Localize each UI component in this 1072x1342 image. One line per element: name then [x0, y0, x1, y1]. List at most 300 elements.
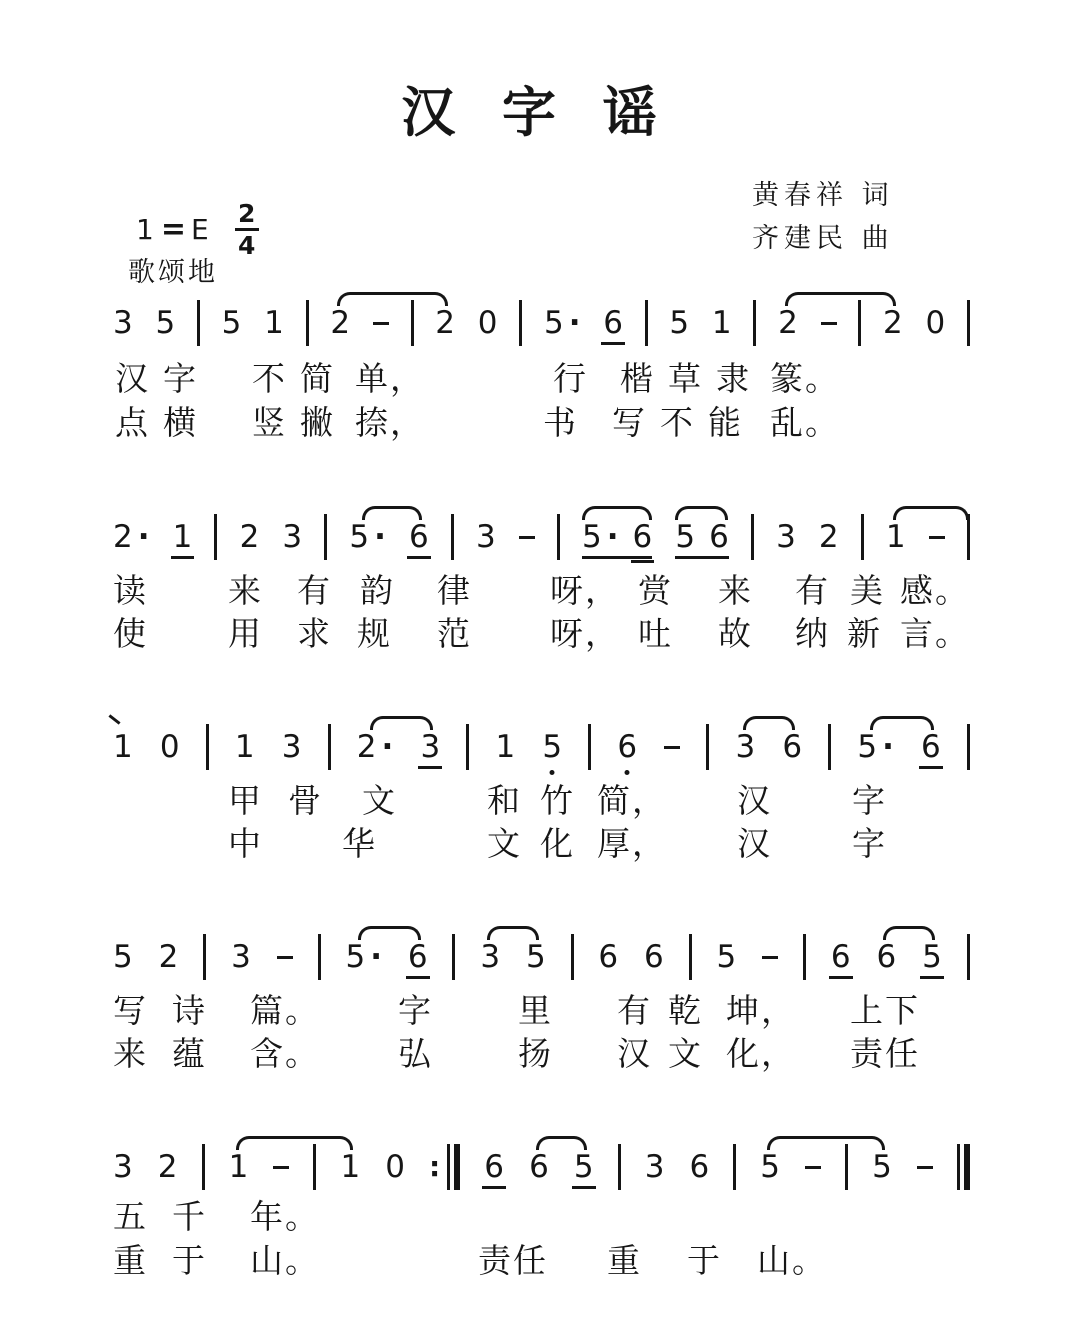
note-digit: 0: [925, 304, 946, 341]
duration-underline: [572, 1186, 596, 1189]
lyric-word: 字: [852, 824, 887, 863]
key-prefix: 1: [136, 213, 154, 246]
lyric-word: 横: [163, 403, 198, 442]
lyrics-line-3-1: [0, 780, 1072, 822]
dash-bar: [519, 536, 535, 539]
lyric-word: 吐: [638, 614, 673, 653]
note-digit: 3: [282, 518, 303, 555]
lyric-word: 山。: [250, 1241, 320, 1280]
note: [885, 518, 907, 555]
note: [483, 1148, 505, 1185]
barline: [324, 514, 327, 560]
barline-thin: [466, 724, 469, 770]
rest-note: [159, 728, 181, 765]
note: [112, 304, 134, 341]
note-digit: 5: [221, 304, 242, 341]
note-digit: 6: [529, 1148, 549, 1185]
augmentation-dot: ·: [381, 728, 394, 765]
note-digit: 6: [709, 518, 729, 555]
tie-arc: [785, 292, 897, 306]
note: [344, 938, 383, 975]
note: [602, 304, 624, 341]
lyrics-line-3-2: [0, 823, 1072, 865]
note-digit: 5: [760, 1148, 781, 1185]
lyric-word: 简，: [597, 781, 667, 820]
lyric-word: 不: [660, 403, 695, 442]
dash-bar: [805, 1166, 821, 1169]
duration-underline: [920, 976, 944, 979]
note: [759, 1148, 781, 1185]
barline: [588, 724, 591, 770]
note: [528, 1148, 550, 1185]
note: [581, 518, 620, 555]
lyric-word: 书: [543, 403, 578, 442]
note-digit: 0: [159, 728, 180, 765]
lyric-word: 蕴: [172, 1034, 207, 1073]
barline-thin: [202, 1144, 205, 1190]
meter-numerator: 2: [237, 199, 256, 228]
tie-arc: [767, 1136, 886, 1150]
note: [775, 518, 797, 555]
tie-arc: [883, 926, 936, 940]
lyric-word: 美: [850, 571, 885, 610]
barline-thin: [313, 1144, 316, 1190]
dash-bar: [273, 1166, 289, 1169]
lyrics-line-2-2: [0, 613, 1072, 655]
barline: [967, 300, 970, 346]
duration-underline: [829, 976, 853, 979]
barline-thin: [753, 300, 756, 346]
note: [221, 304, 243, 341]
barline: [206, 724, 209, 770]
lyrics-line-2-1: [0, 570, 1072, 612]
lyric-word: 言。: [900, 614, 970, 653]
note: [348, 518, 387, 555]
note-digit: 3: [475, 518, 496, 555]
lyric-word: 骨: [288, 781, 323, 820]
lyric-word: 单，: [355, 359, 425, 398]
lyric-word: 求: [297, 614, 332, 653]
lyric-word: 有: [297, 571, 332, 610]
lyrics-line-5-1: [0, 1196, 1072, 1238]
note-digit: 1: [340, 1148, 361, 1185]
dash-bar: [821, 322, 837, 325]
lyric-word: 竖: [252, 403, 287, 442]
duration-underline: [919, 766, 943, 769]
note: [356, 728, 395, 765]
lyric-word: 读: [113, 571, 148, 610]
note-digit: 5: [345, 938, 366, 975]
lyric-word: 简: [300, 359, 335, 398]
note-digit: 6: [617, 728, 638, 765]
dash-bar: [917, 1166, 933, 1169]
note-digit: 6: [484, 1148, 505, 1185]
note: [112, 518, 151, 555]
note: [708, 518, 730, 555]
lyric-word: 化: [540, 824, 575, 863]
tie-arc: [236, 1136, 354, 1150]
note-digit: 3: [644, 1148, 665, 1185]
dash-extension: [761, 956, 779, 959]
note: [668, 304, 690, 341]
note: [434, 304, 456, 341]
tie-arc: [362, 506, 423, 520]
note-digit: 3: [480, 938, 501, 975]
note-digit: 6: [409, 518, 429, 555]
rest-note: [384, 1148, 406, 1185]
barline: [828, 724, 831, 770]
lyric-word: 千: [172, 1197, 207, 1236]
lyric-word: 来: [228, 571, 263, 610]
lyric-word: 乱。: [770, 403, 840, 442]
barline-thin: [751, 514, 754, 560]
lyric-word: 赏: [638, 571, 673, 610]
augmentation-dot: ·: [137, 518, 150, 555]
note: [644, 1148, 666, 1185]
lyric-word: 能: [708, 403, 743, 442]
augmentation-dot: ·: [882, 728, 894, 765]
lyric-word: 写: [612, 403, 647, 442]
dash-bar: [762, 956, 778, 959]
final-barline: [957, 1144, 970, 1190]
lyric-word: 行: [553, 359, 588, 398]
note-digit: 2: [158, 938, 179, 975]
composer-credit: 齐建民 曲: [752, 223, 894, 254]
note: [112, 728, 134, 765]
credits: [752, 174, 894, 260]
lyric-word: 字: [163, 359, 198, 398]
note: [479, 938, 501, 975]
lyric-word: 年。: [250, 1197, 320, 1236]
barline-thick: [454, 1144, 460, 1190]
note: [643, 938, 665, 975]
tempo-marking: 歌颂地: [128, 257, 218, 288]
barline-thin: [967, 934, 970, 980]
lyric-word: 写: [113, 991, 148, 1030]
dash-bar: [929, 536, 945, 539]
lyric-word: 汉: [737, 781, 772, 820]
dash-extension: [928, 536, 946, 539]
barline: [451, 514, 454, 560]
barline: [306, 300, 309, 346]
barline-thin: [706, 724, 709, 770]
lyric-word: 化，: [726, 1034, 796, 1073]
barline: [967, 514, 970, 560]
note: [475, 518, 497, 555]
note: [329, 304, 351, 341]
lyric-word: 厚，: [597, 824, 667, 863]
barline: [845, 1144, 848, 1190]
note: [882, 304, 904, 341]
music-line-3: [112, 724, 970, 770]
note-digit: 3: [113, 304, 133, 341]
lyric-word: 文: [668, 1034, 703, 1073]
barline: [967, 934, 970, 980]
note-digit: 5: [922, 938, 942, 975]
barline: [557, 514, 560, 560]
tie-continuation-mark: [108, 714, 120, 724]
note-digit: 5: [582, 518, 602, 555]
tie-arc: [358, 926, 422, 940]
note: [777, 304, 799, 341]
barline: [967, 724, 970, 770]
lyric-word: 里: [518, 991, 553, 1030]
barline-thin: [571, 934, 574, 980]
note-digit: 6: [598, 938, 619, 975]
note: [263, 304, 285, 341]
note-digit: 3: [420, 728, 441, 765]
barline: [689, 934, 692, 980]
lyric-word: 故: [718, 614, 753, 653]
note: [230, 938, 252, 975]
note: [281, 518, 303, 555]
barline: [751, 514, 754, 560]
lyric-word: 有: [617, 991, 652, 1030]
note: [158, 938, 180, 975]
repeat-end-barline: [429, 1144, 460, 1190]
note: [632, 518, 654, 555]
note-digit: 1: [172, 518, 193, 555]
dash-bar: [664, 746, 680, 749]
note: [419, 728, 441, 765]
barline-thin: [519, 300, 522, 346]
dash-bar: [277, 956, 293, 959]
lyric-word: 华: [342, 824, 377, 863]
barline-thin: [318, 934, 321, 980]
lyric-word: 扬: [518, 1034, 553, 1073]
key-note: E: [190, 213, 209, 246]
dash-extension: [276, 956, 294, 959]
lyric-word: 重: [113, 1241, 148, 1280]
equals-sign: =: [160, 212, 184, 247]
duration-underline: [631, 560, 655, 563]
note: [856, 728, 895, 765]
lyrics-line-1-2: [0, 402, 1072, 444]
barline-thin: [645, 300, 648, 346]
barline-thin: [557, 514, 560, 560]
lyric-word: 草: [668, 359, 703, 398]
note-digit: 5: [113, 938, 133, 975]
note-digit: 5: [872, 1148, 892, 1185]
note: [871, 1148, 893, 1185]
note-digit: 6: [782, 728, 803, 765]
beam-underline: [675, 556, 728, 559]
lyric-word: 山。: [757, 1241, 827, 1280]
meter-denominator: 4: [237, 231, 256, 260]
note: [408, 518, 430, 555]
note-digit: 5: [525, 938, 546, 975]
dash-bar: [373, 322, 389, 325]
note: [525, 938, 547, 975]
lyric-word: 上下: [850, 991, 920, 1030]
barline-thin: [306, 300, 309, 346]
barline: [466, 724, 469, 770]
dash-extension: [518, 536, 536, 539]
tie-arc: [743, 716, 796, 730]
barline-thin: [618, 1144, 621, 1190]
repeat-dots: :: [429, 1150, 441, 1183]
note-digit: 1: [113, 728, 133, 765]
lyrics-line-4-2: [0, 1033, 1072, 1075]
lyric-word: 篆。: [770, 359, 840, 398]
barline: [858, 300, 861, 346]
low-octave-dot: [550, 770, 555, 775]
note: [830, 938, 852, 975]
duration-underline: [406, 976, 430, 979]
duration-underline: [418, 766, 442, 769]
music-line-5: [112, 1144, 970, 1190]
note-digit: 2: [330, 304, 351, 341]
lyric-word: 字: [398, 991, 433, 1030]
note-digit: 1: [495, 728, 516, 765]
note-digit: 6: [876, 938, 897, 975]
note: [781, 728, 803, 765]
note: [541, 728, 563, 765]
barline: [313, 1144, 316, 1190]
note: [875, 938, 897, 975]
barline-thin: [588, 724, 591, 770]
tie-arc: [893, 506, 969, 520]
lyric-word: 含。: [250, 1034, 320, 1073]
dash-extension: [804, 1166, 822, 1169]
barline: [803, 934, 806, 980]
note: [339, 1148, 361, 1185]
lyric-word: 不: [252, 359, 287, 398]
note: [494, 728, 516, 765]
lyric-word: 中: [228, 824, 263, 863]
lyric-word: 撇: [300, 403, 335, 442]
note: [172, 518, 194, 555]
lyric-word: 用: [228, 614, 263, 653]
lyric-word: 字: [852, 781, 887, 820]
note-digit: 2: [818, 518, 839, 555]
note-digit: 2: [239, 518, 260, 555]
barline-thin: [452, 934, 455, 980]
note-digit: 1: [711, 304, 732, 341]
barline-thin: [214, 514, 217, 560]
lyric-word: 感。: [900, 571, 970, 610]
note-digit: 5: [675, 518, 696, 555]
note: [688, 1148, 710, 1185]
barline-thin: [324, 514, 327, 560]
note-digit: 0: [477, 304, 498, 341]
lyric-word: 于: [172, 1241, 207, 1280]
note-digit: 3: [735, 728, 756, 765]
lyric-word: 隶: [716, 359, 751, 398]
lyric-word: 点: [115, 403, 150, 442]
lyric-word: 楷: [620, 359, 655, 398]
note: [573, 1148, 595, 1185]
barline: [519, 300, 522, 346]
note-digit: 5: [669, 304, 690, 341]
note: [674, 518, 696, 555]
low-octave-dot: [625, 770, 630, 775]
lyric-word: 规: [357, 614, 392, 653]
lyric-word: 文: [487, 824, 522, 863]
augmentation-dot: ·: [374, 518, 386, 555]
barline-thin: [733, 1144, 736, 1190]
rest-note: [924, 304, 946, 341]
barline-thin: [967, 724, 970, 770]
lyric-word: 于: [687, 1241, 722, 1280]
barline: [861, 514, 864, 560]
lyrics-line-5-2: [0, 1240, 1072, 1282]
note-digit: 6: [632, 518, 653, 555]
augmentation-dot: ·: [568, 304, 581, 341]
note-digit: 6: [407, 938, 428, 975]
note: [921, 938, 943, 975]
note-digit: 2: [778, 304, 798, 341]
barline: [618, 1144, 621, 1190]
barline-thin: [858, 300, 861, 346]
barline-thin: [803, 934, 806, 980]
augmentation-dot: ·: [606, 518, 619, 555]
note-digit: 6: [689, 1148, 710, 1185]
tie-arc: [487, 926, 540, 940]
note: [228, 1148, 250, 1185]
lyric-word: 使: [113, 614, 148, 653]
note-digit: 6: [644, 938, 664, 975]
note-digit: 2: [157, 1148, 178, 1185]
dash-extension: [916, 1166, 934, 1169]
lyric-word: 弘: [398, 1034, 433, 1073]
note-digit: 6: [921, 728, 941, 765]
lyric-word: 汉: [617, 1034, 652, 1073]
note: [543, 304, 582, 341]
duration-underline: [407, 556, 431, 559]
lyric-word: 竹: [540, 781, 575, 820]
tie-arc: [582, 506, 652, 520]
note-digit: 6: [830, 938, 851, 975]
duration-underline: [482, 1186, 506, 1189]
note: [239, 518, 261, 555]
barline: [328, 724, 331, 770]
beam-underline: [582, 556, 652, 559]
lyric-word: 重: [607, 1241, 642, 1280]
note: [735, 728, 757, 765]
note: [716, 938, 738, 975]
note-digit: 3: [113, 1148, 133, 1185]
lyric-word: 责任: [850, 1034, 920, 1073]
barline-thick: [964, 1144, 970, 1190]
note: [112, 938, 134, 975]
augmentation-dot: ·: [370, 938, 382, 975]
barline: [753, 300, 756, 346]
barline-thin: [845, 1144, 848, 1190]
lyric-word: 和: [487, 781, 522, 820]
barline-thin: [689, 934, 692, 980]
barline: [318, 934, 321, 980]
barline: [203, 934, 206, 980]
dash-extension: [272, 1166, 290, 1169]
note-digit: 5: [716, 938, 737, 975]
note-digit: 5: [349, 518, 370, 555]
lyrics-line-4-1: [0, 990, 1072, 1032]
note-digit: 3: [776, 518, 796, 555]
lyric-word: 范: [437, 614, 472, 653]
lyric-word: 来: [113, 1034, 148, 1073]
barline-thin: [411, 300, 414, 346]
barline-thin: [206, 724, 209, 770]
lyric-word: 捺，: [355, 403, 425, 442]
barline-thin: [861, 514, 864, 560]
barline-thin: [967, 514, 970, 560]
note-digit: 5: [857, 728, 878, 765]
note-digit: 1: [234, 728, 255, 765]
lyric-word: 汉: [737, 824, 772, 863]
note: [818, 518, 840, 555]
lyric-word: 乾: [668, 991, 703, 1030]
